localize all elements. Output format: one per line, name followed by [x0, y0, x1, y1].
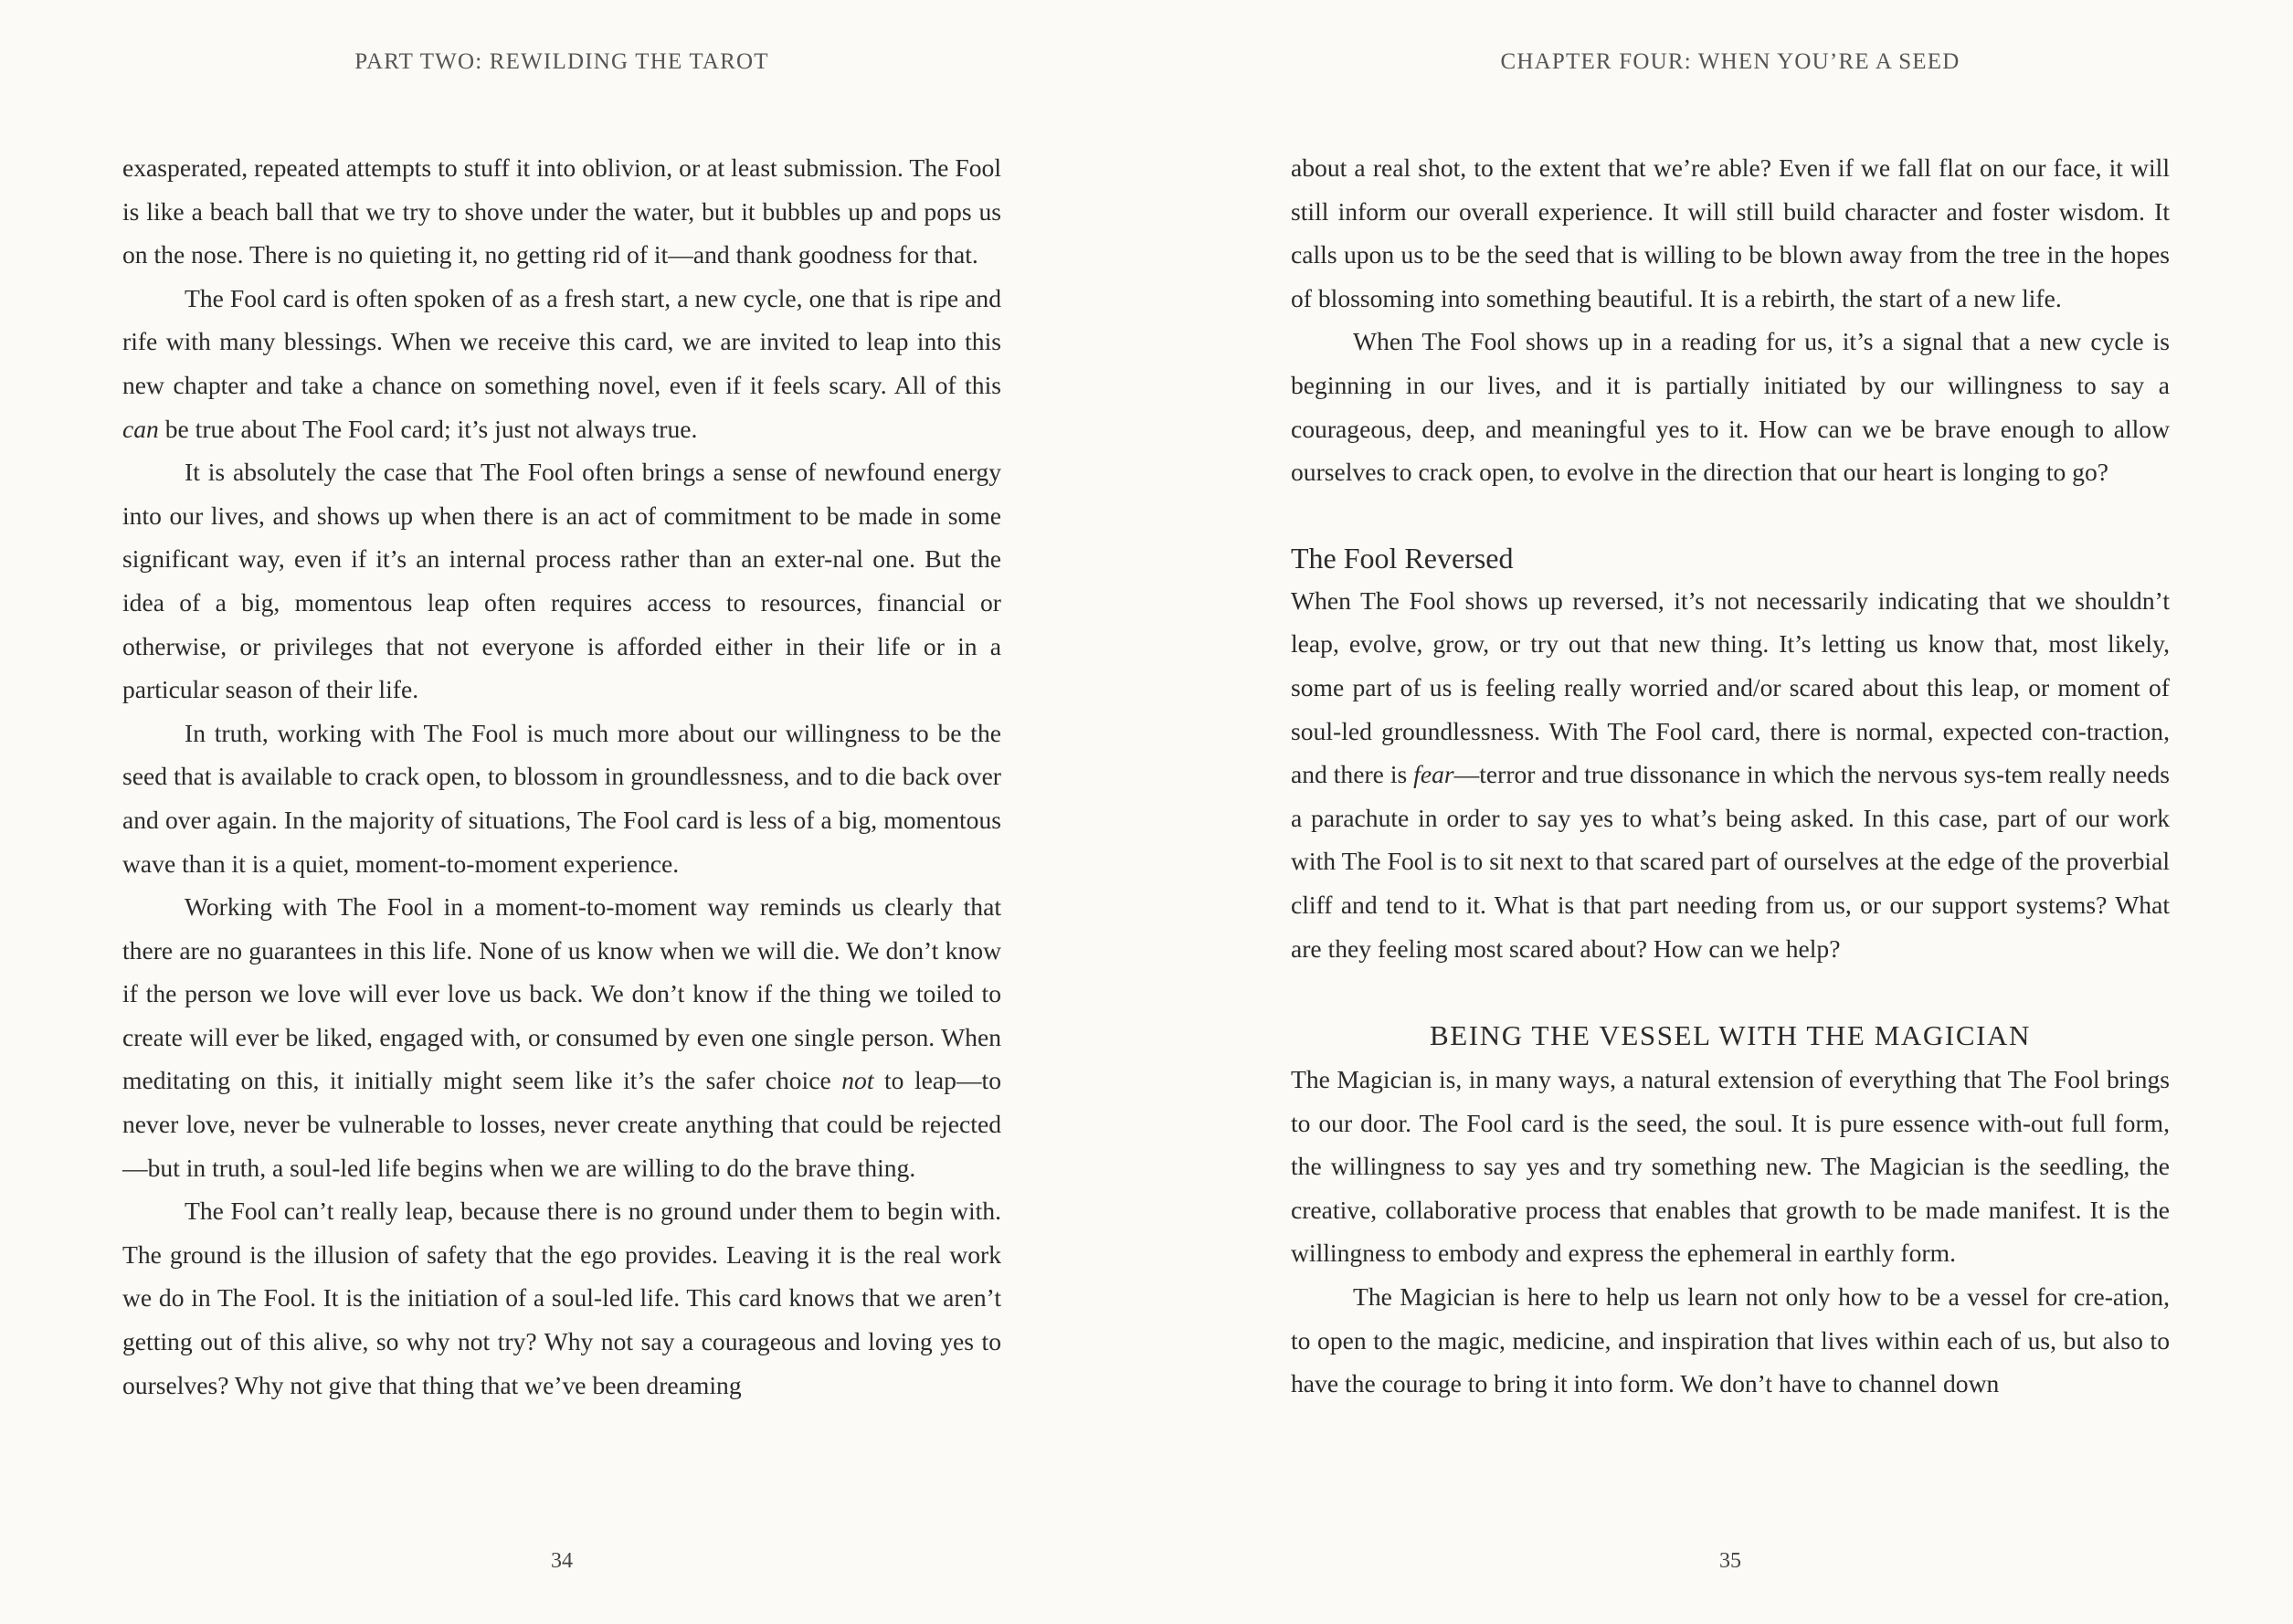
paragraph: Working with The Fool in a moment-to-moment way reminds us clearly that there are no guarantees in this life. None of us know when we will die. We don’t know if the person we love will ever love us back. We don’t know if the thing we toiled to create will ever be liked, engaged with, or consumed by even one single person. When meditating on this, it initially might seem like it’s the safer choice not to leap—to never love, never be vulnerable to losses, never create anything that could be rejected—but in truth, a soul-led life begins when we are willing to do the brave thing. [122, 892, 1002, 1182]
paragraph: When The Fool shows up in a reading for us, it’s a signal that a new cycle is beginning in our lives, and it is partially initiated by our willingness to say a courageous, deep, and meaningful yes to it. How can we be brave enough to allow ourselves to crack open, to evolve in the direction that our heart is longing to go? [1291, 327, 2170, 487]
paragraph: The Fool card is often spoken of as a fresh start, a new cycle, one that is ripe and rife with many blessings. When we receive this card, we are invited to leap into this new chapter and take a chance on something novel, even if it feels scary. All of this can be true about The Fool card; it’s just not always true. [122, 283, 1001, 443]
paragraph: When The Fool shows up reversed, it’s not necessarily indicating that we shouldn’t leap, evolve, grow, or try out that new thing. It’s letting us know that, most likely, some part of us is feeling really worried and/or scared about this leap, or moment of soul-led groundlessness. With The Fool card, there is normal, expected con-traction, and there is fear—terror and true dissonance in which the nervous sys-tem really needs a parachute in order to say yes to what’s being asked. In this case, part of our work with The Fool is to sit next to that scared part of ourselves at the edge of the proverbial cliff and tend to it. What is that part needing from us, or our support systems? What are they feeling most scared about? How can we help? [1291, 585, 2170, 963]
paragraph: about a real shot, to the extent that we’re able? Even if we fall flat on our face, it will still inform our overall experience. It will still build character and foster wisdom. It calls upon us to be the seed that is willing to be blown away from the tree in the hopes of blossoming into something beautiful. It is a rebirth, the start of a new life. [1291, 153, 2170, 312]
emphasis: not [841, 1066, 874, 1095]
right-page [1146, 0, 2293, 1624]
emphasis: fear [1413, 760, 1454, 789]
paragraph: exasperated, repeated attempts to stuff it into oblivion, or at least submission. The Fool is like a beach ball that we try to shove under the water, but it bubbles up and pops us on the nose. There is no quieting it, no getting rid of it—and thank goodness for that. [122, 153, 1001, 269]
body-text [1291, 146, 2170, 1406]
paragraph: The Magician is here to help us learn not only how to be a vessel for cre-ation, to open to the magic, medicine, and inspiration that lives within each of us, but also to have the courage to bring it into form. We don’t have to channel down [1291, 1282, 2170, 1398]
paragraph: The Magician is, in many ways, a natural extension of everything that The Fool brings to our door. The Fool card is the seed, the soul. It is pure essence with-out full form, the willingness to say yes and try something new. The Magician is the seedling, the creative, collaborative process that enables that growth to be made manifest. It is the willingness to embody and express the ephemeral in earthly form. [1291, 1065, 2170, 1268]
emphasis: can [122, 414, 159, 443]
left-page [0, 0, 1146, 1624]
page-number: 35 [1719, 1549, 1741, 1573]
running-head: PART TWO: REWILDING THE TAROT [354, 49, 769, 74]
paragraph: It is absolutely the case that The Fool often brings a sense of newfound energy into our lives, and shows up when there is an act of commitment to be made in some significant way, even if it’s an internal process rather than an exter-nal one. But the idea of a big, momentous leap often requires access to resources, financial or otherwise, or privileges that not everyone is afforded either in their life or in a particular season of their life. [122, 458, 1001, 704]
subheading: The Fool Reversed [1291, 541, 1514, 575]
running-head: CHAPTER FOUR: WHEN YOU’RE A SEED [1500, 49, 1960, 74]
paragraph: In truth, working with The Fool is much more about our willingness to be the seed that is available to crack open, to blossom in groundlessness, and to die back over and over again. In the majority of situations, The Fool card is less of a big, momentous wave than it is a quiet, moment-to-moment experience. [122, 718, 1001, 878]
section-heading: BEING THE VESSEL WITH THE MAGICIAN [1429, 1019, 2031, 1052]
page-number: 34 [551, 1549, 573, 1573]
paragraph: The Fool can’t really leap, because there is no ground under them to begin with. The ground is the illusion of safety that the ego provides. Leaving it is the real work we do in The Fool. It is the initiation of a soul-led life. This card knows that we aren’t getting out of this alive, so why not try? Why not say a courageous and loving yes to ourselves? Why not give that thing that we’ve been dreaming [122, 1197, 1001, 1399]
body-text [122, 146, 1001, 1407]
